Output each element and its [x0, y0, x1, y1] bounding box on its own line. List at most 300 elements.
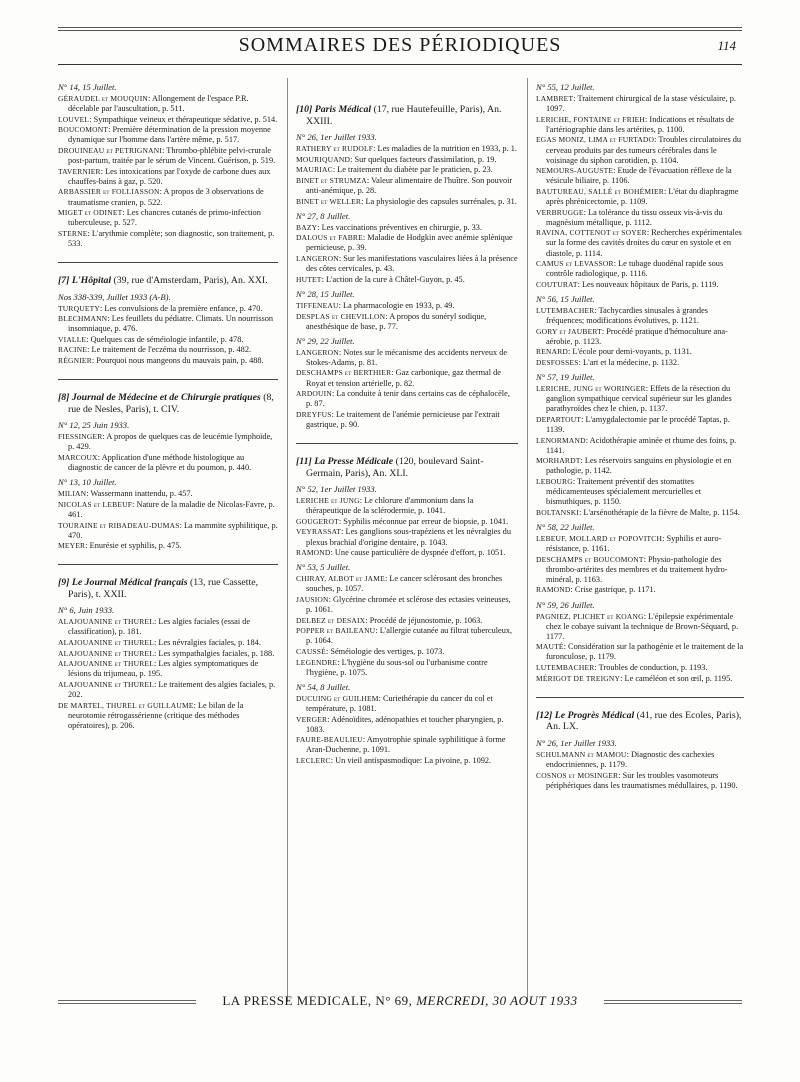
footer-publication: LA PRESSE MEDICALE, N° 69, [222, 993, 413, 1008]
issue-heading: N° 12, 25 Juin 1933. [58, 420, 130, 431]
article-title: : A propos du sonéryl sodique, anesthésique de base, p. 77. [306, 311, 487, 331]
issue-heading: N° 13, 10 Juillet. [58, 477, 117, 488]
article-entry [536, 228, 744, 258]
article-title: : Gaz carbonique, gaz thermal de Royat et tension artérielle, p. 82. [306, 368, 501, 388]
article-authors: PAGNIEZ, PLICHET et KOANG [536, 611, 644, 621]
article-entry [296, 574, 518, 594]
article-entry [296, 735, 518, 755]
column-3 [536, 78, 744, 791]
issue-heading: N° 55, 12 Juillet. [536, 82, 595, 92]
article-title: : Valeur alimentaire de l'huître. Son pouvoir anti-anémique, p. 28. [306, 175, 513, 195]
article-authors: COUTURAT [536, 279, 578, 289]
article-authors: DREYFUS [296, 409, 332, 419]
article-authors: MORHARDT [536, 456, 581, 466]
article-title: : Traitement préventif des stomatites médicamenteuses spécialement mercurielles et bismuthiques, p. 1150. [546, 476, 702, 507]
article-entry [296, 312, 518, 332]
page-header [58, 34, 742, 64]
article-title: : Wassermann inattendu, p. 457. [86, 489, 193, 499]
article-entry [536, 115, 744, 135]
article-authors: BOUCOMONT [58, 125, 109, 135]
section-rule [58, 379, 278, 380]
article-authors: RAMOND [296, 548, 331, 558]
page-title: SOMMAIRES DES PÉRIODIQUES [238, 34, 562, 56]
article-title: : Quelques cas de séméiologie infantile, p. 478. [86, 334, 244, 344]
article-entry [536, 663, 744, 673]
article-title: : Les maladies de la nutrition en 1933, p. 1. [373, 144, 517, 154]
article-entry [296, 694, 518, 714]
article-entry [58, 659, 278, 679]
article-title: : Effets de la résection du ganglion sympathique cervical supérieur sur les glandes parathyroïdes chez le chien, p. 1137. [546, 384, 732, 414]
header-rule [58, 64, 742, 65]
article-title: : Première détermination de la pression moyenne dynamique sur l'homme dans l'artère même, p. 517. [68, 125, 271, 145]
article-authors: TIFFENEAU [296, 300, 339, 310]
article-authors: DESCHAMPS et BOUCOMONT [536, 554, 644, 564]
article-authors: TAVERNIER [58, 166, 101, 176]
article-entry [58, 453, 278, 473]
issue-heading: N° 27, 8 Juillet. [296, 210, 351, 221]
article-authors: LERICHE, FONTAINE et FRIEH [536, 114, 646, 124]
article-title: : Traitement chirurgical de la stase vésiculaire, p. 1097. [546, 94, 736, 114]
article-entry [536, 135, 744, 165]
issue-heading: N° 6, Juin 1933. [58, 605, 115, 616]
article-title: : La conduite à tenir dans certains cas de céphalocèle, p. 87. [306, 389, 510, 409]
article-entry [536, 94, 744, 114]
article-title: : Procédé de jéjunostomie, p. 1063. [365, 615, 483, 625]
article-entry [296, 496, 518, 516]
article-authors: ARBASSIER et FOLLIASSON [58, 187, 160, 197]
article-entry [296, 155, 518, 165]
issue-heading: N° 26, 1er Juillet 1933. [536, 737, 617, 748]
article-title: : Physio-pathologie des thrombo-artérites des membres et du traitement hydro-minéral, p. 1163. [546, 554, 728, 584]
article-entry [296, 197, 518, 207]
article-authors: DUCUING et GUILHEM [296, 693, 379, 703]
article-title: : Séméiologie des vertiges, p. 1073. [325, 646, 445, 656]
article-authors: SCHULMANN et MAMOU [536, 749, 627, 759]
article-entry [296, 223, 518, 233]
issue-heading: N° 52, 1er Juillet 1933. [296, 484, 377, 495]
article-authors: DESFOSSES [536, 357, 579, 367]
article-title: : Sur les troubles vasomoteurs périphériques dans les traumatismes médullaires, p. 1190. [546, 770, 738, 790]
article-entry [296, 756, 518, 766]
article-authors: FIESSINGER [58, 432, 103, 442]
article-entry [58, 356, 278, 366]
article-authors: RACINE [58, 345, 88, 355]
footer-rule-left [58, 1003, 196, 1004]
article-title: : Sympathique veineux et thérapeutique sédative, p. 514. [89, 114, 278, 124]
issue-heading: Nos 338-339, Juillet 1933 (A-B). [58, 291, 171, 302]
journal-title: [8] Journal de Médecine et de Chirurgie pratiques [58, 392, 261, 404]
article-title: : Procédé pratique d'hémoculture ana-aérobie, p. 1123. [546, 326, 728, 346]
footer-rule-left [58, 1000, 196, 1001]
article-authors: LUTEMBACHER [536, 305, 595, 315]
article-entry [296, 165, 518, 175]
article-entry [58, 167, 278, 187]
article-authors: DALOUS et FABRE [296, 233, 363, 243]
article-title: : Notes sur le mécanisme des accidents nerveux de Stokes-Adams, p. 81. [306, 347, 508, 367]
article-authors: RATHERY et RUDOLF [296, 144, 374, 154]
article-title: : Les feuillets du pédiatre. Climats. Un nourrisson insomniaque, p. 476. [68, 314, 273, 334]
article-entry [536, 306, 744, 326]
page-footer [200, 993, 600, 1009]
article-title: : Nature de la maladie de Nicolas-Favre, p. 461. [68, 499, 275, 519]
article-authors: NEMOURS-AUGUSTE [536, 166, 614, 176]
article-entry [296, 389, 518, 409]
article-title: : Les intoxications par l'oxyde de carbone dues aux chauffes-bains à gaz, p. 520. [68, 166, 271, 186]
article-authors: HUTET [296, 274, 322, 284]
article-authors: VERGER [296, 714, 328, 724]
article-title: : Considération sur la pathogénie et le traitement de la furonculose, p. 1179. [546, 642, 744, 662]
article-authors: DE MARTEL, THUREL et GUILLAUME [58, 700, 194, 710]
article-entry [58, 94, 278, 114]
article-entry [58, 638, 278, 648]
journal-info: (8, rue de Nesles, Paris), t. CIV. [68, 392, 274, 415]
issue-heading: N° 53, 5 Juillet. [296, 562, 351, 573]
article-entry [296, 715, 518, 735]
article-authors: GOUGEROT [296, 516, 339, 526]
article-title: : L'amygdalectomie par le procédé Taptas, p. 1139. [546, 414, 730, 434]
article-entry [296, 595, 518, 615]
journal-info: (41, rue des Ecoles, Paris), An. LX. [546, 709, 742, 733]
journal-info: (17, rue Hautefeuille, Paris), An. XXIII. [306, 104, 502, 127]
issue-heading: N° 56, 15 Juillet. [536, 293, 595, 304]
issue-heading: N° 59, 26 Juillet. [536, 599, 595, 610]
article-authors: LEBEUF, MOLLARD et POPOVITCH [536, 533, 663, 543]
article-authors: BAUTUREAU, SALLÉ et BOHÉMIER [536, 186, 664, 196]
article-title: : Glycérine chromée et sclérose des ectasies veineuses, p. 1061. [306, 594, 511, 615]
article-entry [296, 275, 518, 285]
article-title: : Les convulsions de la première enfance, p. 470. [100, 303, 263, 313]
journal-info: (13, rue Cassette, Paris), t. XXII. [68, 577, 259, 600]
article-entry [58, 208, 278, 228]
article-authors: MAURIAC [296, 165, 333, 175]
journal-title: [7] L'Hôpital [58, 275, 112, 286]
article-title: : Sur quelques facteurs d'assimilation, p. 19. [350, 154, 497, 164]
footer-rule-right [604, 1000, 742, 1001]
article-entry [536, 347, 744, 357]
article-authors: ALAJOUANINE et THUREL [58, 659, 154, 669]
article-entry [296, 301, 518, 311]
column-2 [296, 78, 518, 766]
article-title: : La pharmacologie en 1933, p. 49. [338, 300, 455, 310]
article-authors: ALAJOUANINE et THUREL [58, 679, 154, 689]
article-entry [296, 233, 518, 253]
article-authors: STERNE [58, 228, 88, 238]
article-title: : L'arsénothérapie de la fièvre de Malte, p. 1154. [579, 507, 740, 517]
article-entry [536, 612, 744, 642]
article-authors: ARDOUIN [296, 389, 332, 399]
article-title: : Crise gastrique, p. 1171. [570, 585, 656, 595]
article-title: : La physiologie des capsules surrénales, p. 31. [361, 196, 517, 206]
journal-heading [58, 392, 278, 415]
journal-heading [536, 710, 744, 733]
article-entry [58, 229, 278, 249]
column-1 [58, 78, 278, 731]
article-title: : Une cause particulière de dyspnée d'effort, p. 1051. [330, 548, 506, 558]
article-entry [296, 527, 518, 547]
article-authors: MIGET et ODINET [58, 208, 123, 218]
article-title: : Application d'une méthode histologique au diagnostic de cancer de la plèvre et du poumon, p. 440. [68, 452, 252, 473]
article-authors: COSNOS et MOSINGER [536, 770, 619, 780]
article-entry [536, 674, 744, 684]
article-entry [58, 489, 278, 499]
issue-heading: N° 58, 22 Juillet. [536, 521, 595, 532]
top-rule [58, 27, 742, 28]
article-title: : Troubles de conduction, p. 1193. [594, 663, 708, 673]
article-authors: LUTEMBACHER [536, 663, 595, 673]
article-title: : A propos de 3 observations de traumatisme cranien, p. 522. [68, 187, 264, 207]
article-title: : Les sympathalgies faciales, p. 188. [154, 648, 275, 658]
article-title: : Pourquoi nous mangeons du mauvais pain, p. 488. [91, 356, 264, 366]
article-title: : Le caméléon et son œil, p. 1195. [620, 673, 733, 683]
article-entry [536, 436, 744, 456]
article-title: : Indications et résultats de l'artériographie dans les artérites, p. 1100. [546, 114, 734, 134]
article-authors: BOLTANSKI [536, 507, 580, 517]
article-authors: EGAS MONIZ, LIMA et FURTADO [536, 135, 655, 145]
article-title: : Recherches expérimentales sur la forme des cavités droites du cœur en systole et en diastole, p. 1114. [546, 228, 742, 258]
article-title: : Le cancer sclérosant des bronches souches, p. 1057. [306, 574, 503, 594]
issue-heading: N° 14, 15 Juillet. [58, 82, 117, 92]
article-entry [296, 368, 518, 388]
article-entry [58, 617, 278, 637]
article-title: : Les algies faciales (essai de classification), p. 181. [68, 617, 251, 637]
article-authors: CHIRAY, ALBOT et JAME [296, 574, 385, 584]
article-entry [536, 280, 744, 290]
issue-heading: N° 57, 19 Juillet. [536, 372, 595, 383]
article-title: : Le traitement des algies faciales, p. 202. [68, 679, 276, 700]
article-entry [58, 304, 278, 314]
article-entry [296, 647, 518, 657]
article-title: : Syphilis et auro-résistance, p. 1161. [546, 533, 722, 554]
article-authors: FAURE-BEAULIEU [296, 735, 363, 745]
article-entry [58, 314, 278, 334]
article-title: : L'art et la médecine, p. 1132. [578, 357, 680, 367]
article-authors: LENORMAND [536, 435, 586, 445]
article-title: : L'hygiène du sous-sol ou l'urbanisme contre l'hygiène, p. 1075. [306, 657, 488, 677]
article-authors: LECLERC [296, 755, 331, 765]
article-entry [296, 144, 518, 154]
journal-title: [9] Le Journal Médical français [58, 577, 188, 589]
article-entry [536, 187, 744, 207]
issue-heading: N° 26, 1er Juillet 1933. [296, 132, 377, 142]
article-title: : Les névralgies faciales, p. 184. [154, 638, 261, 648]
article-entry [58, 500, 278, 520]
article-authors: CAMUS et LEVASSOR [536, 259, 614, 269]
article-title: : Thrombo-phlébite pelvi-crurale post-partum, traitée par le sérum de Vincent. Guérison, p. 519. [68, 146, 276, 166]
article-entry [536, 642, 744, 662]
journal-heading [58, 275, 278, 287]
article-authors: LEGENDRE [296, 657, 338, 667]
section-rule [58, 564, 278, 565]
article-title: : Adénoïdites, adénopathies et toucher pharyngien, p. 1083. [306, 714, 504, 734]
article-authors: POPPER et BAILEANU [296, 626, 376, 636]
article-entry [536, 750, 744, 770]
article-authors: MILIAN [58, 489, 87, 499]
article-title: : Troubles circulatoires du cerveau produits par des tumeurs cérébrales dans le voisinage du siphon carotidien, p. 1104. [546, 135, 742, 165]
section-rule [58, 262, 278, 263]
article-title: : Un vieil antispasmodique: La pivoine, p. 1092. [330, 755, 492, 765]
article-authors: BINET et WELLER [296, 196, 362, 206]
article-authors: BAZY [296, 222, 318, 232]
article-entry [58, 541, 278, 551]
article-entry [58, 432, 278, 452]
article-authors: VERBRUGGE [536, 207, 584, 217]
article-entry [296, 626, 518, 646]
article-title: : Sur les manifestations vasculaires liées à la présence des côtes cervicales, p. 43. [306, 254, 518, 274]
column-divider [527, 78, 528, 1002]
article-title: : Le traitement du diabète par le praticien, p. 23. [332, 165, 493, 175]
article-title: : Les vaccinations préventives en chirurgie, p. 33. [317, 222, 483, 232]
article-title: : La tolérance du tissu osseux vis-à-vis du magnésium métallique, p. 1112. [546, 207, 723, 227]
article-entry [296, 548, 518, 558]
article-entry [58, 701, 278, 731]
article-authors: LOUVEL [58, 114, 90, 124]
article-title: : A propos de quelques cas de leucémie lymphoïde, p. 429. [68, 432, 273, 452]
article-title: : La mammite syphilitique, p. 470. [68, 520, 278, 540]
article-authors: RÉGNIER [58, 356, 92, 366]
article-title: : Syphilis méconnue par erreur de biopsie, p. 1041. [338, 516, 509, 526]
article-authors: GORY et JAUBERT [536, 326, 602, 336]
article-title: : Le tubage duodénal rapide sous contrôle radiologique, p. 1116. [546, 259, 724, 279]
top-rule-double [58, 30, 742, 31]
article-entry [536, 771, 744, 791]
article-entry [536, 415, 744, 435]
article-authors: DESPLAS et CHEVILLON [296, 311, 386, 321]
article-title: : L'action de la cure à Châtel-Guyon, p. 45. [321, 274, 465, 284]
footer-date: MERCREDI, 30 AOUT 1933 [416, 993, 578, 1008]
article-entry [58, 345, 278, 355]
article-authors: RAMOND [536, 585, 571, 595]
article-authors: ALAJOUANINE et THUREL [58, 648, 154, 658]
column-divider [287, 78, 288, 1002]
article-entry [296, 517, 518, 527]
article-authors: DROUINEAU et PETRIGNANI [58, 146, 163, 156]
article-entry [296, 176, 518, 196]
article-authors: DEPARTOUT [536, 414, 582, 424]
article-entry [296, 616, 518, 626]
article-authors: LANGERON [296, 254, 339, 264]
article-authors: TOURAINE et RIBADEAU-DUMAS [58, 520, 180, 530]
article-title: : Etude de l'évacuation réflexe de la vésicule biliaire, p. 1106. [546, 166, 732, 186]
article-title: : Enurésie et syphilis, p. 475. [85, 541, 182, 551]
journal-heading [296, 104, 518, 127]
article-authors: GÉRAUDEL et MOUQUIN [58, 94, 149, 104]
article-authors: LERICHE, JUNG et WORINGER [536, 384, 646, 394]
journal-info: (39, rue d'Amsterdam, Paris), An. XXI. [113, 275, 268, 286]
article-entry [296, 254, 518, 274]
article-authors: RENARD [536, 347, 569, 357]
article-entry [58, 187, 278, 207]
article-title: : Curiethérapie du cancer du col et température, p. 1081. [306, 693, 493, 713]
article-title: : Amyotrophie spinale syphilitique à forme Aran-Duchenne, p. 1091. [306, 735, 506, 755]
journal-heading [58, 577, 278, 600]
article-authors: MÉRIGOT DE TREIGNY [536, 673, 621, 683]
article-authors: VEYRASSAT [296, 527, 342, 537]
article-entry [536, 508, 744, 518]
article-authors: DESCHAMPS et BERTHIER [296, 368, 392, 378]
article-entry [536, 358, 744, 368]
article-entry [58, 125, 278, 145]
article-entry [536, 534, 744, 554]
footer-rule-right [604, 1003, 742, 1004]
article-title: : Les réservoirs sanguins en physiologie et en pathologie, p. 1142. [546, 456, 732, 476]
journal-title: [10] Paris Médical [296, 104, 372, 115]
article-entry [536, 384, 744, 414]
article-entry [536, 555, 744, 585]
article-entry [536, 259, 744, 279]
article-title: : Le bilan de la neurotomie rétrogassérienne (critique des méthodes opératoires), p. 206. [68, 700, 244, 730]
article-entry [536, 327, 744, 347]
article-authors: RAVINA, COTTENOT et SOYER [536, 228, 647, 238]
article-title: : Les chancres cutanés de primo-infection tuberculeuse, p. 527. [68, 208, 261, 228]
article-entry [536, 585, 744, 595]
article-authors: DELBEZ et DESAIX [296, 615, 366, 625]
journal-title: [11] La Presse Médicale [296, 456, 394, 468]
article-title: : L'état du diaphragme après phrénicectomie, p. 1109. [546, 186, 739, 207]
article-entry [58, 335, 278, 345]
article-entry [58, 115, 278, 125]
article-authors: NICOLAS et LEBEUF [58, 499, 133, 509]
article-entry [296, 348, 518, 368]
article-entry [536, 166, 744, 186]
article-title: : Maladie de Hodgkin avec anémie splénique pernicieuse, p. 39. [306, 233, 513, 253]
issue-heading: N° 29, 22 Juillet. [296, 335, 355, 346]
article-authors: MAUTÉ [536, 642, 564, 652]
article-title: : Les ganglions sous-trapéziens et les névralgies du plexus brachial d'origine dentaire, p. 1043. [306, 527, 511, 547]
section-rule [296, 443, 518, 444]
section-rule [536, 697, 744, 698]
article-authors: MARCOUX [58, 452, 98, 462]
article-authors: BLECHMANN [58, 314, 108, 324]
article-title: : L'arythmie complète; son diagnostic, son traitement, p. 533. [68, 228, 275, 248]
journal-info: (120, boulevard Saint-Germain, Paris), An. XLI. [306, 456, 484, 479]
article-authors: MOURIQUAND [296, 154, 351, 164]
article-title: : Diagnostic des cachexies endocriniennes, p. 1179. [546, 749, 715, 769]
issue-heading: N° 28, 15 Juillet. [296, 288, 355, 299]
article-entry [58, 146, 278, 166]
article-title: : Le chlorure d'ammonium dans la thérapeutique de la sclérodermie, p. 1041. [306, 496, 474, 516]
article-authors: TURQUETY [58, 303, 101, 313]
article-authors: ALAJOUANINE et THUREL [58, 617, 154, 627]
article-title: : Les algies symptomatiques de lésions du trijumeau, p. 195. [68, 659, 259, 679]
article-entry [296, 410, 518, 430]
article-title: : Le traitement de l'anémie pernicieuse par l'extrait gastrique, p. 90. [306, 409, 500, 429]
article-authors: ALAJOUANINE et THUREL [58, 638, 154, 648]
article-entry [536, 477, 744, 507]
issue-heading: N° 54, 8 Juillet. [296, 681, 351, 692]
article-authors: VIALLE [58, 334, 87, 344]
article-title: : L'épilepsie expérimentale chez le cobaye suivant la technique de Brown-Séquard, p. 1177. [546, 611, 739, 641]
article-authors: JAUSION [296, 594, 329, 604]
journal-heading [296, 456, 518, 479]
article-entry [58, 649, 278, 659]
article-title: : Le traitement de l'eczéma du nourrisson, p. 482. [87, 345, 252, 355]
article-authors: LERICHE et JUNG [296, 496, 360, 506]
article-title: : L'école pour demi-voyants, p. 1131. [568, 347, 692, 357]
article-entry [58, 521, 278, 541]
article-title: : Tachycardies sinusales à grandes fréquences; modifications évolutives, p. 1121. [546, 305, 708, 326]
article-authors: CAUSSÉ [296, 646, 326, 656]
article-title: : Allongement de l'espace P.R. décelable par l'auscultation, p. 511. [68, 94, 249, 114]
article-entry [58, 680, 278, 700]
article-authors: BINET et STRUMZA [296, 175, 367, 185]
journal-title: [12] Le Progrès Médical [536, 709, 635, 721]
article-authors: MEYER [58, 541, 86, 551]
page-number: 114 [717, 38, 736, 53]
article-title: : L'allergie cutanée au filtrat tuberculeux, p. 1064. [306, 626, 513, 646]
article-entry [296, 658, 518, 678]
article-title: : Les nouveaux hôpitaux de Paris, p. 1119. [577, 279, 719, 289]
article-authors: LEBOURG [536, 476, 573, 486]
